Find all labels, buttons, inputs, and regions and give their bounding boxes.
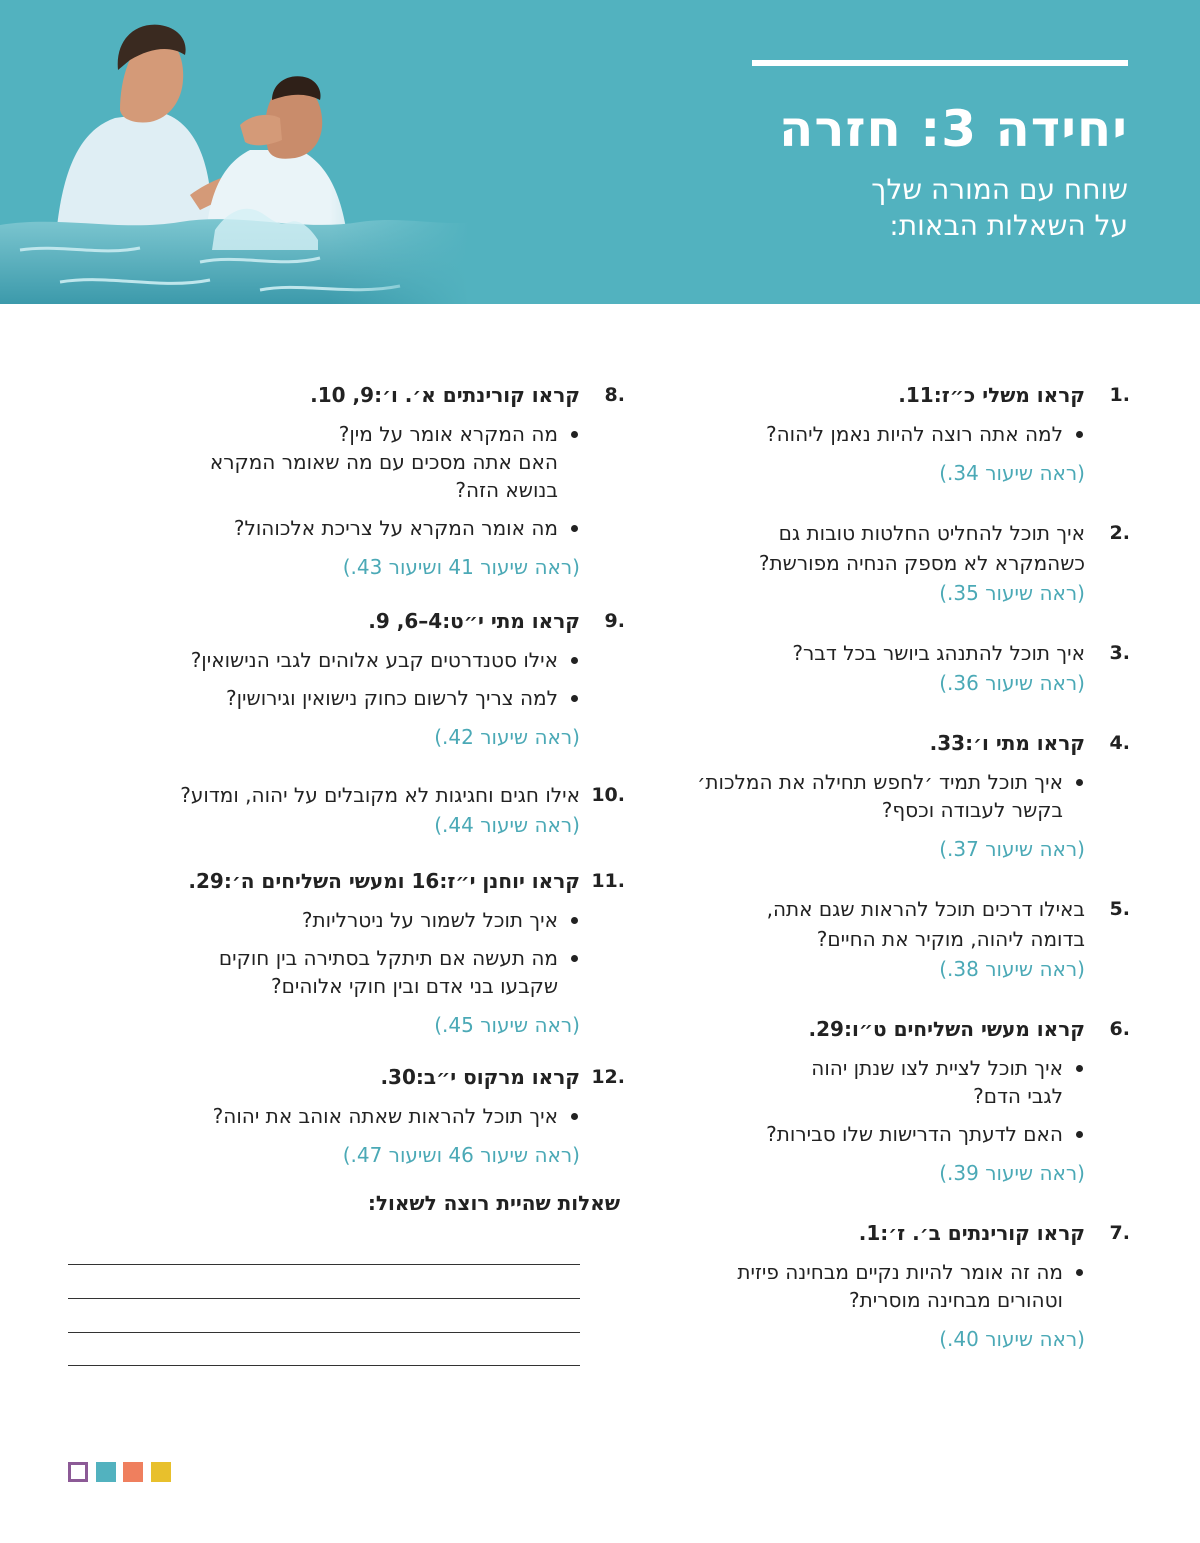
bullet-line: בנושא הזה? [455, 478, 558, 502]
question-5 [615, 894, 1130, 984]
question-number: 8. [604, 384, 625, 406]
bullet-item: למה צריך לרשום כחוק נישואין וגירושין? [60, 684, 580, 712]
question-title: קראו יוחנן י״ז:16 ומעשי השליחים ה׳:29. [188, 869, 580, 893]
ask-section-title: שאלות שהיית רוצה לשאול: [367, 1191, 620, 1215]
lesson-reference: (ראה שיעור 44.) [434, 813, 580, 837]
question-text: איך תוכל להחליט החלטות טובות גם [778, 521, 1085, 545]
question-title: קראו מתי ו׳:33. [929, 731, 1085, 755]
question-title: קראו קורינתים ב׳. ז׳:1. [858, 1221, 1085, 1245]
bullet-list [615, 1054, 1085, 1148]
bullet-list [60, 646, 580, 712]
swatch-teal [96, 1462, 116, 1482]
question-text: אילו חגים וחגיגות לא מקובלים על יהוה, ומדוע? [180, 783, 580, 807]
lesson-reference: (ראה שיעור 46 ושיעור 47.) [342, 1143, 580, 1167]
question-9 [60, 606, 625, 752]
question-1 [615, 380, 1130, 488]
question-6 [615, 1014, 1130, 1188]
bullet-item: למה אתה רוצה להיות נאמן ליהוה? [615, 420, 1085, 448]
bullet-item [60, 420, 580, 504]
lesson-reference: (ראה שיעור 40.) [939, 1327, 1085, 1351]
bullet-line: וטהורים מבחינה מוסרית? [849, 1288, 1063, 1312]
lesson-reference: (ראה שיעור 42.) [434, 725, 580, 749]
bullet-item: איך תוכל להראות שאתה אוהב את יהוה? [60, 1102, 580, 1130]
bullet-list [615, 1258, 1085, 1314]
bullet-line: האם אתה מסכים עם מה שאומר המקרא [209, 450, 558, 474]
bullet-list [60, 906, 580, 1000]
question-8 [60, 380, 625, 582]
lesson-reference: (ראה שיעור 36.) [939, 671, 1085, 695]
question-number: 10. [591, 784, 625, 806]
header-banner [0, 0, 1200, 304]
bullet-list [615, 420, 1085, 448]
swatch-coral [123, 1462, 143, 1482]
bullet-item: אילו סטנדרטים קבע אלוהים לגבי הנישואין? [60, 646, 580, 674]
question-number: 7. [1109, 1222, 1130, 1244]
question-text: איך תוכל להתנהג ביושר בכל דבר? [792, 641, 1085, 665]
bullet-line: איך תוכל לציית לצו שנתן יהוה [811, 1056, 1063, 1080]
header-rule [752, 60, 1128, 66]
question-10 [60, 780, 625, 840]
bullet-line: מה זה אומר להיות נקיים מבחינה פיזית [737, 1260, 1063, 1284]
bullet-item: מה אומר המקרא על צריכת אלכוהול? [60, 514, 580, 542]
bullet-line: לגבי הדם? [973, 1084, 1063, 1108]
questions-column-left [60, 380, 625, 1218]
lesson-reference: (ראה שיעור 35.) [939, 581, 1085, 605]
swatch-yellow [151, 1462, 171, 1482]
writing-line[interactable] [68, 1298, 580, 1299]
lesson-reference: (ראה שיעור 34.) [939, 461, 1085, 485]
lesson-reference: (ראה שיעור 41 ושיעור 43.) [342, 555, 580, 579]
subtitle-line: שוחח עם המורה שלך [871, 173, 1128, 206]
page-title: יחידה 3: חזרה [779, 100, 1128, 158]
question-3 [615, 638, 1130, 698]
bullet-item [615, 768, 1085, 824]
bullet-item [615, 1258, 1085, 1314]
baptism-illustration [0, 0, 470, 304]
writing-line[interactable] [68, 1332, 580, 1333]
question-text: כשהמקרא לא מספק הנחיה מפורשת? [758, 551, 1085, 575]
lesson-reference: (ראה שיעור 38.) [939, 957, 1085, 981]
bullet-item [615, 1054, 1085, 1110]
question-number: 4. [1109, 732, 1130, 754]
bullet-list [615, 768, 1085, 824]
question-text: באילו דרכים תוכל להראות שגם אתה, [766, 897, 1085, 921]
question-number: 1. [1109, 384, 1130, 406]
bullet-item: איך תוכל לשמור על ניטרליות? [60, 906, 580, 934]
question-number: 11. [591, 870, 625, 892]
question-title: קראו מתי י״ט:4–6, 9. [368, 609, 580, 633]
question-4 [615, 728, 1130, 864]
question-title: קראו מעשי השליחים ט״ו:29. [808, 1017, 1085, 1041]
bullet-line: מה המקרא אומר על מין? [338, 422, 558, 446]
question-number: 5. [1109, 898, 1130, 920]
bullet-line: שקבעו בני אדם ובין חוקי אלוהים? [270, 974, 558, 998]
writing-line[interactable] [68, 1365, 580, 1366]
lesson-reference: (ראה שיעור 45.) [434, 1013, 580, 1037]
lesson-reference: (ראה שיעור 39.) [939, 1161, 1085, 1185]
question-2 [615, 518, 1130, 608]
bullet-list [60, 420, 580, 542]
swatch-outline [68, 1462, 88, 1482]
question-number: 12. [591, 1066, 625, 1088]
question-number: 3. [1109, 642, 1130, 664]
lesson-reference: (ראה שיעור 37.) [939, 837, 1085, 861]
question-11 [60, 866, 625, 1040]
bullet-item: האם לדעתך הדרישות שלו סבירות? [615, 1120, 1085, 1148]
question-7 [615, 1218, 1130, 1354]
question-number: 2. [1109, 522, 1130, 544]
writing-line[interactable] [68, 1264, 580, 1265]
question-text: בדומה ליהוה, מוקיר את החיים? [816, 927, 1085, 951]
bullet-line: איך תוכל תמיד ׳לחפש תחילה את המלכות׳ [697, 770, 1063, 794]
question-title: קראו קורינתים א׳. ו׳:9, 10. [310, 383, 580, 407]
question-number: 6. [1109, 1018, 1130, 1040]
subtitle-line: על השאלות הבאות: [889, 209, 1128, 242]
question-number: 9. [604, 610, 625, 632]
question-title: קראו מרקוס י״ב:30. [380, 1065, 580, 1089]
bullet-list [60, 1102, 580, 1130]
bullet-line: בקשר לעבודה וכסף? [881, 798, 1063, 822]
bullet-item [60, 944, 580, 1000]
questions-column-right [615, 380, 1130, 1378]
question-12 [60, 1062, 625, 1170]
question-title: קראו משלי כ״ז:11. [898, 383, 1085, 407]
header-subtitle [528, 172, 1128, 244]
bullet-line: מה תעשה אם תיתקל בסתירה בין חוקים [218, 946, 558, 970]
